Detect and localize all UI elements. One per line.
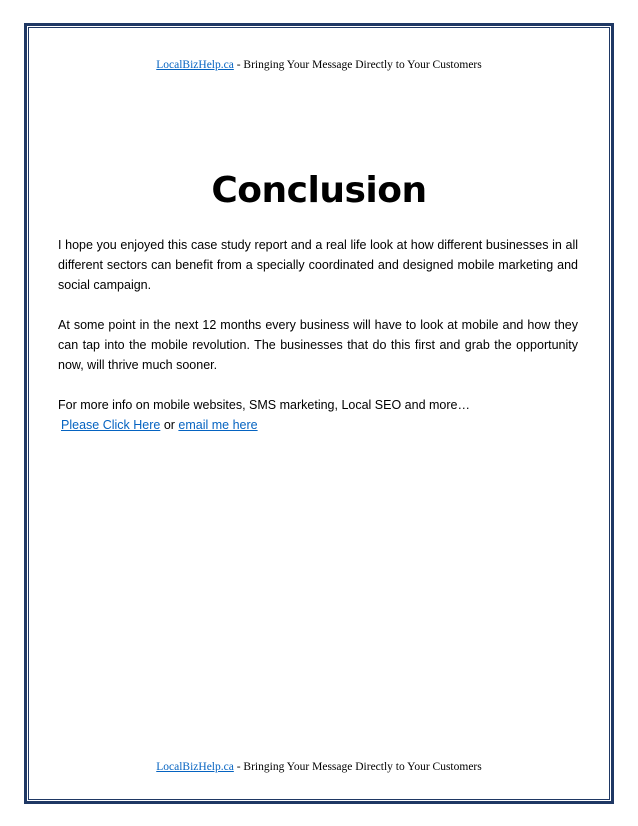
please-click-here-link[interactable]: Please Click Here: [61, 418, 161, 432]
links-separator: or: [160, 418, 179, 432]
paragraph-more-info: For more info on mobile websites, SMS marketing, Local SEO and more…: [58, 398, 470, 412]
paragraph-intro: I hope you enjoyed this case study report and a real life look at how different businesses in all different sectors can benefit from a specially coordinated and designed mobile marketing and social campaign.: [58, 238, 578, 292]
contact-links: [58, 415, 578, 435]
page-footer: [0, 761, 638, 773]
main-content: [58, 235, 578, 435]
email-me-link[interactable]: email me here: [178, 418, 258, 432]
header-site-link[interactable]: LocalBizHelp.ca: [156, 59, 234, 71]
paragraph-mobile-revolution: At some point in the next 12 months every business will have to look at mobile and how they can tap into the mobile revolution. The businesses that do this first and grab the opportunity now, will thrive much sooner.: [58, 318, 578, 372]
header-tagline: - Bringing Your Message Directly to Your Customers: [233, 59, 482, 71]
footer-site-link[interactable]: LocalBizHelp.ca: [156, 761, 234, 773]
page-header: [0, 59, 638, 71]
page-title: Conclusion: [211, 170, 427, 211]
footer-tagline: - Bringing Your Message Directly to Your Customers: [233, 761, 482, 773]
